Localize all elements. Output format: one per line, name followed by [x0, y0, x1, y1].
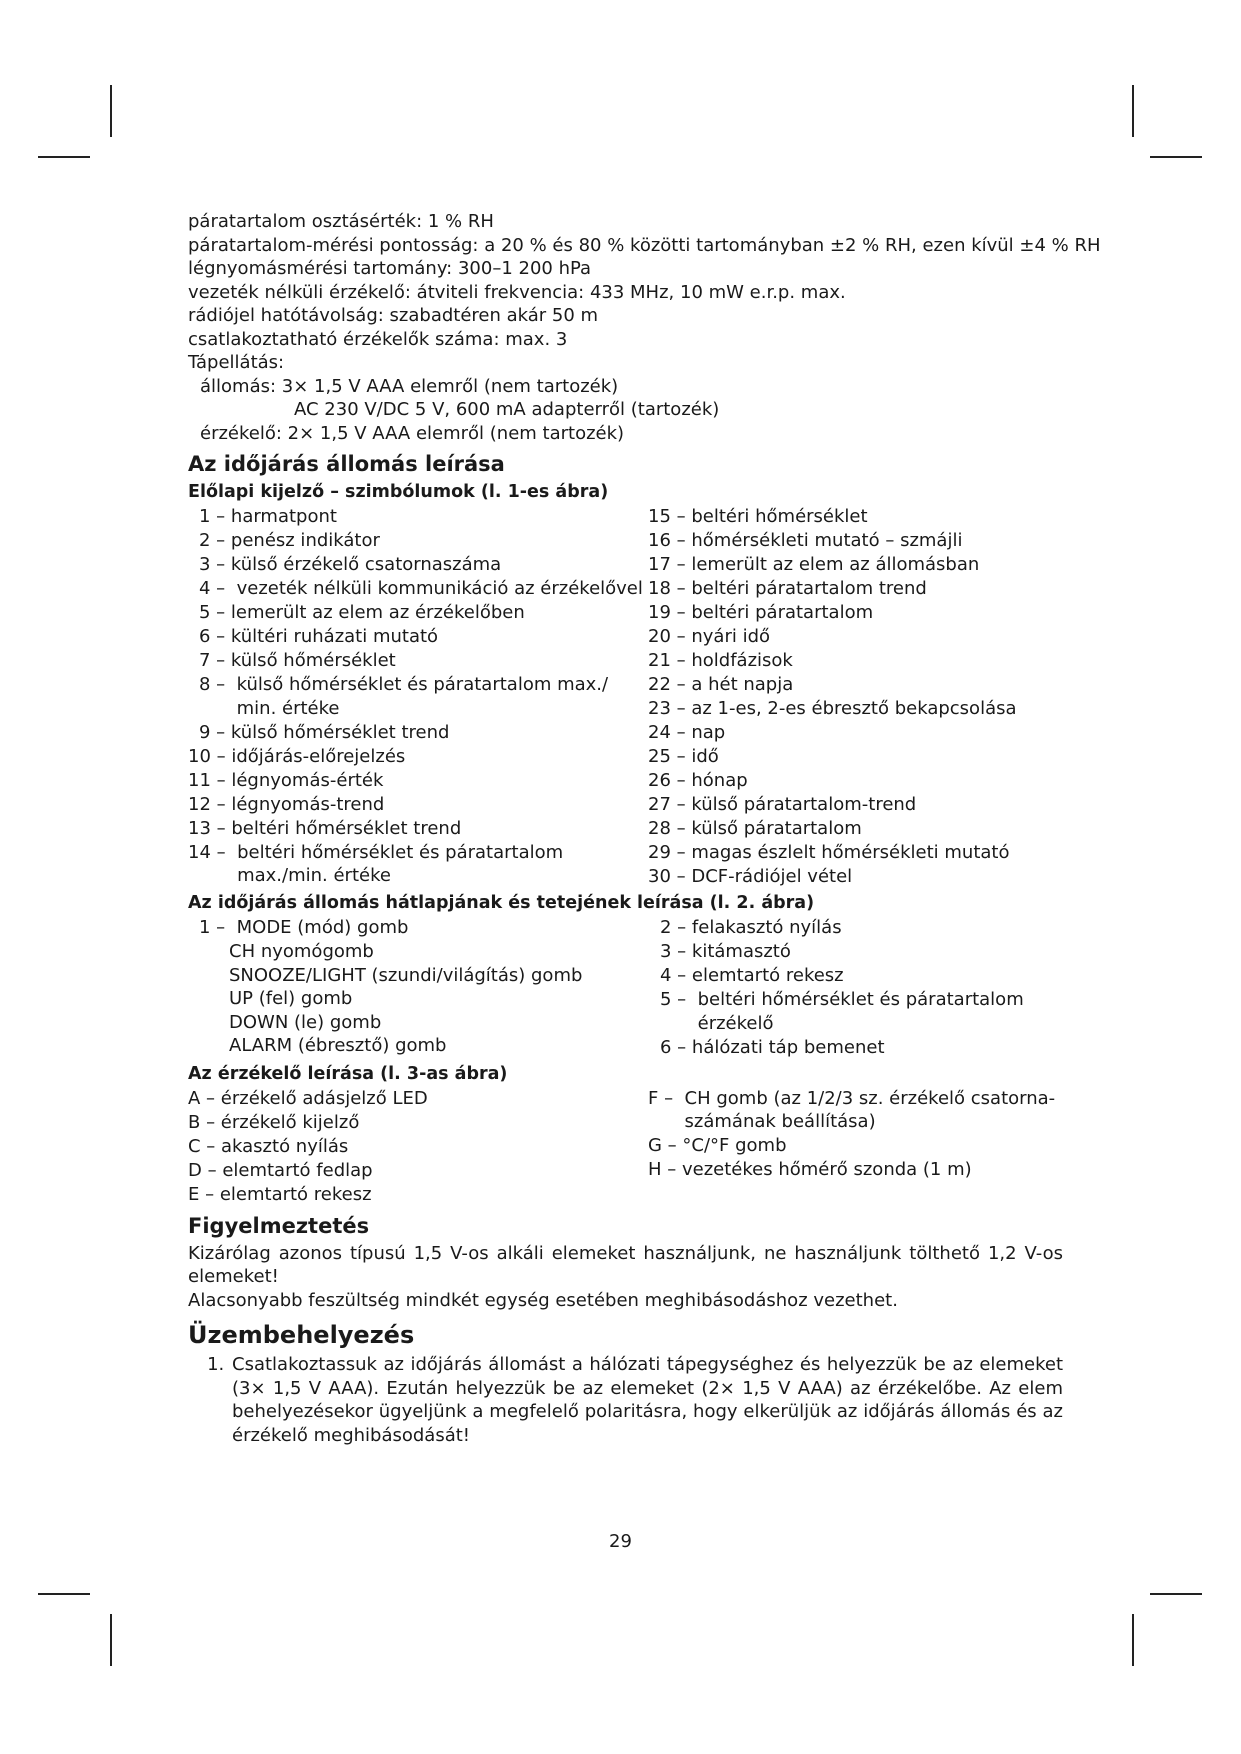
- item-number: 15 –: [648, 506, 692, 527]
- item-number: 14 –: [188, 841, 238, 863]
- item-text: a hét napja: [691, 674, 794, 695]
- list-item: [188, 529, 648, 553]
- item-number: E –: [188, 1183, 220, 1205]
- item-number: 1 –: [199, 917, 237, 938]
- item-number: 26 –: [648, 770, 692, 791]
- item-text: SNOOZE/LIGHT (szundi/világítás) gomb: [229, 964, 583, 986]
- list-item: [188, 577, 648, 601]
- warning-section: [188, 1213, 1063, 1313]
- item-number: 3 –: [199, 554, 231, 575]
- item-number: 27 –: [648, 794, 692, 815]
- front-right-column: [648, 505, 1063, 889]
- list-item: [660, 964, 1063, 988]
- subsection-heading: Előlapi kijelző – szimbólumok (l. 1-es ábra): [188, 482, 609, 502]
- subsection-heading: Az érzékelő leírása (l. 3-as ábra): [188, 1063, 508, 1084]
- spec-line: Tápellátás:: [188, 352, 285, 373]
- item-text: külső érzékelő csatornaszáma: [230, 554, 502, 575]
- section-heading: Üzembehelyezés: [188, 1321, 415, 1349]
- list-item: [660, 916, 1063, 940]
- list-item: [648, 601, 1063, 625]
- list-item: [188, 793, 648, 817]
- item-number: G –: [648, 1135, 683, 1156]
- item-number: 29 –: [648, 842, 692, 863]
- list-item: [188, 553, 648, 577]
- item-number: 18 –: [648, 578, 692, 599]
- item-number: 28 –: [648, 818, 692, 839]
- back-left-column: [188, 916, 648, 1060]
- item-number: 24 –: [648, 722, 692, 743]
- list-item: [188, 1135, 648, 1159]
- item-text: UP (fel) gomb: [229, 988, 353, 1009]
- crop-mark: [110, 1614, 112, 1666]
- list-item: [648, 841, 1063, 865]
- item-number: H –: [648, 1159, 682, 1180]
- item-number: 7 –: [199, 650, 231, 671]
- list-item: [188, 625, 648, 649]
- item-number: F –: [648, 1087, 685, 1109]
- item-text: ALARM (ébresztő) gomb: [229, 1035, 447, 1056]
- item-text: hőmérsékleti mutató – szmájli: [691, 530, 963, 551]
- item-text: vezeték nélküli kommunikáció az érzékelővel: [236, 578, 643, 599]
- back-parts-list: [188, 916, 1063, 1060]
- item-text: DOWN (le) gomb: [229, 1011, 382, 1033]
- list-item: [648, 577, 1063, 601]
- spec-line: légnyomásmérési tartomány: 300–1 200 hPa: [188, 258, 592, 279]
- sensor-left-column: [188, 1087, 648, 1207]
- list-item: [188, 673, 648, 720]
- item-number: 8 –: [199, 674, 237, 695]
- list-item: [660, 940, 1063, 964]
- list-item: [648, 505, 1063, 529]
- sensor-right-column: [648, 1087, 1063, 1207]
- item-text: beltéri hőmérséklet és páratartalom max./min. értéke: [237, 841, 564, 886]
- item-text: vezetékes hőmérő szonda (1 m): [681, 1159, 972, 1180]
- item-text: érzékelő kijelző: [220, 1111, 360, 1133]
- item-number: 16 –: [648, 530, 692, 551]
- item-number: 22 –: [648, 674, 692, 695]
- spec-line: csatlakoztatható érzékelők száma: max. 3: [188, 328, 568, 350]
- item-text: beltéri páratartalom trend: [691, 578, 927, 599]
- item-number: 25 –: [648, 746, 692, 767]
- crop-mark: [110, 85, 112, 137]
- item-text: penész indikátor: [230, 530, 380, 551]
- list-item: [648, 553, 1063, 577]
- item-text: külső páratartalom-trend: [691, 794, 917, 815]
- item-number: 12 –: [188, 793, 232, 815]
- list-item: [648, 1087, 1063, 1134]
- setup-section: [188, 1320, 1063, 1447]
- item-text: akasztó nyílás: [221, 1135, 349, 1157]
- item-text: CH gomb (az 1/2/3 sz. érzékelő csatorna-számának beállítása): [684, 1087, 1056, 1132]
- list-item: [648, 817, 1063, 841]
- item-text: beltéri páratartalom: [691, 602, 874, 623]
- list-item: [188, 769, 648, 793]
- list-item: [188, 1159, 648, 1183]
- power-station: állomás: 3× 1,5 V AAA elemről (nem tartozék): [200, 375, 619, 397]
- crop-mark: [1132, 85, 1134, 137]
- list-item: [188, 841, 648, 888]
- item-text: nyári idő: [691, 626, 771, 647]
- item-number: 30 –: [648, 866, 692, 887]
- item-number: 5 –: [199, 602, 231, 623]
- list-item: [660, 988, 1063, 1035]
- item-text: elemtartó rekesz: [691, 965, 844, 986]
- item-text: hálózati táp bemenet: [691, 1036, 885, 1058]
- item-text: lemerült az elem az állomásban: [691, 554, 980, 575]
- spec-line: páratartalom-mérési pontosság: a 20 % és 80 % közötti tartományban ±2 % RH, ezen kívül ±4 % RH: [188, 234, 1101, 256]
- item-text: holdfázisok: [691, 650, 793, 671]
- item-text: beltéri hőmérséklet: [691, 506, 868, 527]
- warning-text: Alacsonyabb feszültség mindkét egység esetében meghibásodáshoz vezethet.: [188, 1289, 898, 1311]
- spec-line: páratartalom osztásérték: 1 % RH: [188, 211, 494, 232]
- item-number: 19 –: [648, 602, 692, 623]
- item-number: 5 –: [660, 989, 698, 1010]
- front-left-column: [188, 505, 648, 889]
- front-symbols-list: [188, 505, 1063, 889]
- item-number: 10 –: [188, 745, 232, 767]
- list-item: [648, 673, 1063, 697]
- item-text: érzékelő adásjelző LED: [220, 1087, 428, 1109]
- section-heading: Az időjárás állomás leírása: [188, 452, 505, 476]
- item-text-group: [237, 916, 648, 940]
- specifications: [188, 210, 1101, 445]
- list-item: [648, 1158, 1063, 1182]
- list-item: [188, 1111, 648, 1135]
- list-item: [188, 817, 648, 841]
- item-text: légnyomás-trend: [231, 793, 385, 815]
- item-number: 23 –: [648, 698, 692, 719]
- item-number: 21 –: [648, 650, 692, 671]
- item-number: 20 –: [648, 626, 692, 647]
- crop-mark: [38, 1593, 90, 1595]
- item-number: 11 –: [188, 769, 232, 791]
- power-adapter: AC 230 V/DC 5 V, 600 mA adapterről (tartozék): [294, 399, 720, 420]
- item-number: 6 –: [660, 1036, 692, 1058]
- list-item: [188, 1087, 648, 1111]
- item-text: elemtartó rekesz: [219, 1183, 372, 1205]
- crop-mark: [38, 156, 90, 158]
- item-text: az 1-es, 2-es ébresztő bekapcsolása: [691, 698, 1017, 719]
- item-number: B –: [188, 1111, 221, 1133]
- item-text: MODE (mód) gomb: [236, 917, 409, 938]
- power-sensor: érzékelő: 2× 1,5 V AAA elemről (nem tartozék): [200, 422, 625, 444]
- item-number: 4 –: [660, 965, 692, 986]
- item-text: légnyomás-érték: [231, 769, 384, 791]
- item-text: külső hőmérséklet trend: [230, 721, 450, 743]
- item-text: CH nyomógomb: [229, 941, 374, 962]
- item-text: DCF-rádiójel vétel: [691, 866, 853, 887]
- item-number: A –: [188, 1087, 221, 1109]
- list-item: [648, 697, 1063, 721]
- item-text: külső páratartalom: [691, 818, 862, 839]
- item-number: 4 –: [199, 578, 237, 599]
- crop-mark: [1132, 1614, 1134, 1666]
- item-number: 6 –: [199, 626, 231, 647]
- spec-line: rádiójel hatótávolság: szabadtéren akár 50 m: [188, 305, 599, 326]
- spec-line: vezeték nélküli érzékelő: átviteli frekvencia: 433 MHz, 10 mW e.r.p. max.: [188, 281, 846, 303]
- item-text: elemtartó fedlap: [222, 1159, 373, 1181]
- page-number: 29: [609, 1531, 632, 1552]
- item-number: 2 –: [199, 530, 231, 551]
- item-number: 3 –: [660, 941, 692, 962]
- item-number: D –: [188, 1159, 223, 1181]
- list-item: [648, 745, 1063, 769]
- list-item: [188, 505, 648, 529]
- item-number: 13 –: [188, 817, 232, 839]
- crop-mark: [1150, 1593, 1202, 1595]
- section-heading: Figyelmeztetés: [188, 1213, 370, 1238]
- item-number: 1 –: [199, 506, 231, 527]
- item-text: beltéri hőmérséklet trend: [231, 817, 462, 839]
- list-item: [188, 916, 648, 940]
- item-text: lemerült az elem az érzékelőben: [230, 602, 525, 623]
- list-item: [648, 769, 1063, 793]
- item-text: felakasztó nyílás: [691, 917, 842, 938]
- item-number: 9 –: [199, 721, 231, 743]
- item-text: °C/°F gomb: [682, 1135, 787, 1156]
- item-text: kitámasztó: [691, 941, 791, 962]
- list-item: [188, 721, 648, 745]
- list-item: [660, 1036, 1063, 1060]
- list-item: [648, 625, 1063, 649]
- list-item: [648, 721, 1063, 745]
- crop-mark: [1150, 156, 1202, 158]
- list-item: [188, 745, 648, 769]
- item-text: harmatpont: [230, 506, 337, 527]
- item-text: idő: [691, 746, 719, 767]
- item-text: külső hőmérséklet és páratartalom max./ min. értéke: [236, 674, 609, 719]
- list-item: [188, 1183, 648, 1207]
- item-text: magas észlelt hőmérsékleti mutató: [691, 842, 1010, 863]
- item-text: külső hőmérséklet: [230, 650, 396, 671]
- item-text: nap: [691, 722, 726, 743]
- item-text: kültéri ruházati mutató: [230, 626, 439, 647]
- list-item: [648, 793, 1063, 817]
- list-item: [648, 649, 1063, 673]
- warning-text: Kizárólag azonos típusú 1,5 V-os alkáli elemeket használjunk, ne használjunk tölthető 1,2 V-os elemeket!: [188, 1242, 1063, 1287]
- list-item: [188, 649, 648, 673]
- sensor-parts-list: [188, 1087, 1063, 1207]
- subsection-heading: Az időjárás állomás hátlapjának és tetejének leírása (l. 2. ábra): [188, 893, 815, 913]
- list-item: [648, 865, 1063, 889]
- item-text: hónap: [691, 770, 748, 791]
- item-text: időjárás-előrejelzés: [231, 745, 406, 767]
- list-item: [648, 529, 1063, 553]
- item-number: 17 –: [648, 554, 692, 575]
- item-number: C –: [188, 1135, 222, 1157]
- item-text: beltéri hőmérséklet és páratartalom érzékelő: [697, 989, 1024, 1034]
- list-item: [648, 1134, 1063, 1158]
- back-right-column: [648, 916, 1063, 1060]
- setup-step: 1. Csatlakoztassuk az időjárás állomást a hálózati tápegységhez és helyezzük be az elemeket (3× 1,5 V AAA). Ezután helyezzük be az elemeket (2× 1,5 V AAA) az érzékelőbe. Az elem behelyezésekor ügyeljünk a megfelelő polaritásra, hogy elkerüljük az időjárás állomás és az érzékelő meghibásodását!: [230, 1353, 1063, 1447]
- document-page: [188, 210, 1101, 1447]
- list-item: [188, 601, 648, 625]
- item-number: 2 –: [660, 917, 692, 938]
